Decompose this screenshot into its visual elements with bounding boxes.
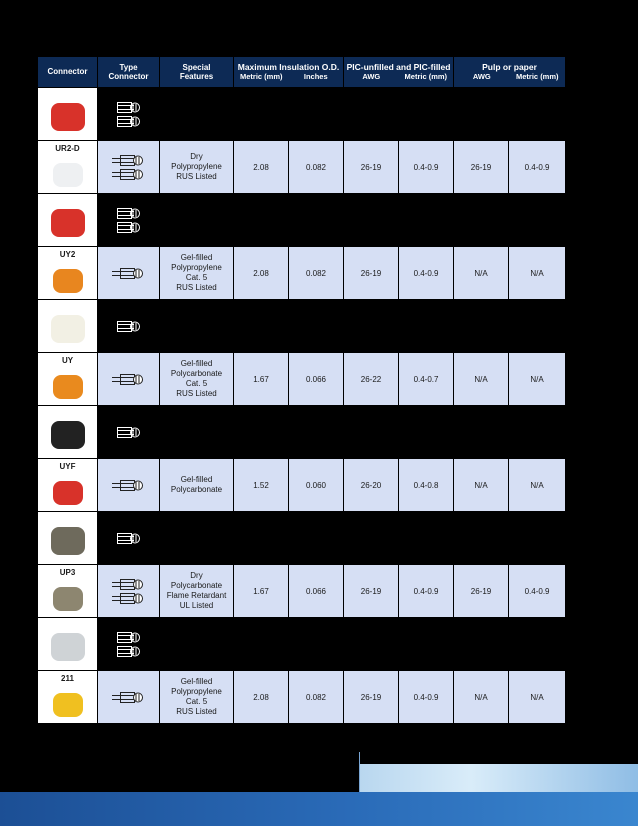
connector-symbol-icon [117, 116, 141, 127]
table-row [38, 671, 566, 724]
features-cell: Gel-filled Polypropylene Cat. 5 RUS Listed [160, 247, 234, 300]
col-special-features: Special Features [160, 57, 234, 88]
pic-metric-cell: 0.4-0.9 [399, 247, 454, 300]
type-symbol [98, 512, 160, 565]
metric-cell: 2.08 [234, 141, 289, 194]
pulp-metric-cell: N/A [509, 247, 566, 300]
connector-photo [38, 512, 98, 565]
connector-symbol-icon [117, 646, 141, 657]
col-pic: PIC-unfilled and PIC-filled AWG Metric (mm) [344, 57, 454, 88]
connector-symbol-icon [117, 321, 141, 332]
connector-symbol-icon [117, 632, 141, 643]
pulp-awg-cell: N/A [454, 247, 509, 300]
col-connector: Connector [38, 57, 98, 88]
type-symbol [98, 247, 160, 300]
image-row [38, 88, 566, 141]
type-symbol [98, 565, 160, 618]
connector-name: UYF [59, 462, 76, 471]
image-row [38, 194, 566, 247]
connector-symbol-icon [112, 268, 146, 279]
connector-symbol-icon [117, 102, 141, 113]
inches-cell: 0.066 [289, 565, 344, 618]
table-row [38, 565, 566, 618]
connector-symbol-icon [112, 169, 146, 180]
type-symbol [98, 141, 160, 194]
metric-cell: 1.52 [234, 459, 289, 512]
connector-name: 211 [61, 674, 74, 683]
metric-cell: 1.67 [234, 565, 289, 618]
connector-name: UY2 [59, 250, 76, 259]
connector-name: UP3 [59, 568, 76, 577]
type-symbol [98, 459, 160, 512]
connector-cell [38, 141, 98, 194]
pic-awg-cell: 26-19 [344, 565, 399, 618]
pulp-awg-cell: 26-19 [454, 141, 509, 194]
connector-symbol-icon [117, 222, 141, 233]
connector-symbol-icon [112, 579, 146, 590]
pic-metric-cell: 0.4-0.7 [399, 353, 454, 406]
type-symbol [98, 618, 160, 671]
pic-awg-cell: 26-19 [344, 141, 399, 194]
connector-photo [38, 300, 98, 353]
connector-name: UR2-D [55, 144, 80, 153]
metric-cell: 2.08 [234, 671, 289, 724]
table-body [38, 88, 566, 724]
col-max-insulation: Maximum Insulation O.D. Metric (mm) Inches [234, 57, 344, 88]
connector-symbol-icon [112, 593, 146, 604]
features-cell: Dry Polypropylene RUS Listed [160, 141, 234, 194]
image-row [38, 618, 566, 671]
table-row [38, 353, 566, 406]
type-symbol [98, 671, 160, 724]
connector-cell [38, 565, 98, 618]
pulp-awg-cell: N/A [454, 353, 509, 406]
features-cell: Gel-filled Polycarbonate [160, 459, 234, 512]
connector-symbol-icon [112, 155, 146, 166]
footer-bar [0, 792, 638, 826]
connector-table [37, 56, 566, 724]
connector-symbol-icon [112, 374, 146, 385]
metric-cell: 2.08 [234, 247, 289, 300]
connector-photo [38, 194, 98, 247]
pic-awg-cell: 26-19 [344, 671, 399, 724]
pulp-metric-cell: 0.4-0.9 [509, 565, 566, 618]
pulp-metric-cell: N/A [509, 353, 566, 406]
header-row [38, 57, 566, 88]
inches-cell: 0.082 [289, 141, 344, 194]
connector-symbol-icon [117, 533, 141, 544]
connector-cell [38, 353, 98, 406]
image-row [38, 406, 566, 459]
metric-cell: 1.67 [234, 353, 289, 406]
pulp-awg-cell: 26-19 [454, 565, 509, 618]
connector-photo [38, 88, 98, 141]
connector-symbol-icon [117, 427, 141, 438]
type-symbol [98, 300, 160, 353]
pulp-awg-cell: N/A [454, 459, 509, 512]
connector-name: UY [61, 356, 74, 365]
image-row [38, 512, 566, 565]
col-pulp: Pulp or paper AWG Metric (mm) [454, 57, 566, 88]
inches-cell: 0.082 [289, 247, 344, 300]
connector-cell [38, 247, 98, 300]
pulp-metric-cell: N/A [509, 671, 566, 724]
pic-metric-cell: 0.4-0.8 [399, 459, 454, 512]
pic-metric-cell: 0.4-0.9 [399, 671, 454, 724]
footer-highlight [360, 764, 638, 792]
features-cell: Dry Polycarbonate Flame Retardant UL Listed [160, 565, 234, 618]
connector-photo [38, 618, 98, 671]
inches-cell: 0.066 [289, 353, 344, 406]
type-symbol [98, 194, 160, 247]
pic-metric-cell: 0.4-0.9 [399, 565, 454, 618]
pic-metric-cell: 0.4-0.9 [399, 141, 454, 194]
connector-cell [38, 459, 98, 512]
pulp-awg-cell: N/A [454, 671, 509, 724]
pulp-metric-cell: 0.4-0.9 [509, 141, 566, 194]
type-symbol [98, 353, 160, 406]
pic-awg-cell: 26-20 [344, 459, 399, 512]
type-symbol [98, 406, 160, 459]
pic-awg-cell: 26-19 [344, 247, 399, 300]
table-row [38, 459, 566, 512]
pulp-metric-cell: N/A [509, 459, 566, 512]
features-cell: Gel-filled Polypropylene Cat. 5 RUS Listed [160, 671, 234, 724]
table-row [38, 141, 566, 194]
features-cell: Gel-filled Polycarbonate Cat. 5 RUS Listed [160, 353, 234, 406]
inches-cell: 0.060 [289, 459, 344, 512]
connector-symbol-icon [117, 208, 141, 219]
connector-symbol-icon [112, 480, 146, 491]
table-row [38, 247, 566, 300]
image-row [38, 300, 566, 353]
col-type-connector: Type Connector [98, 57, 160, 88]
inches-cell: 0.082 [289, 671, 344, 724]
type-symbol [98, 88, 160, 141]
connector-photo [38, 406, 98, 459]
pic-awg-cell: 26-22 [344, 353, 399, 406]
connector-cell [38, 671, 98, 724]
connector-symbol-icon [112, 692, 146, 703]
